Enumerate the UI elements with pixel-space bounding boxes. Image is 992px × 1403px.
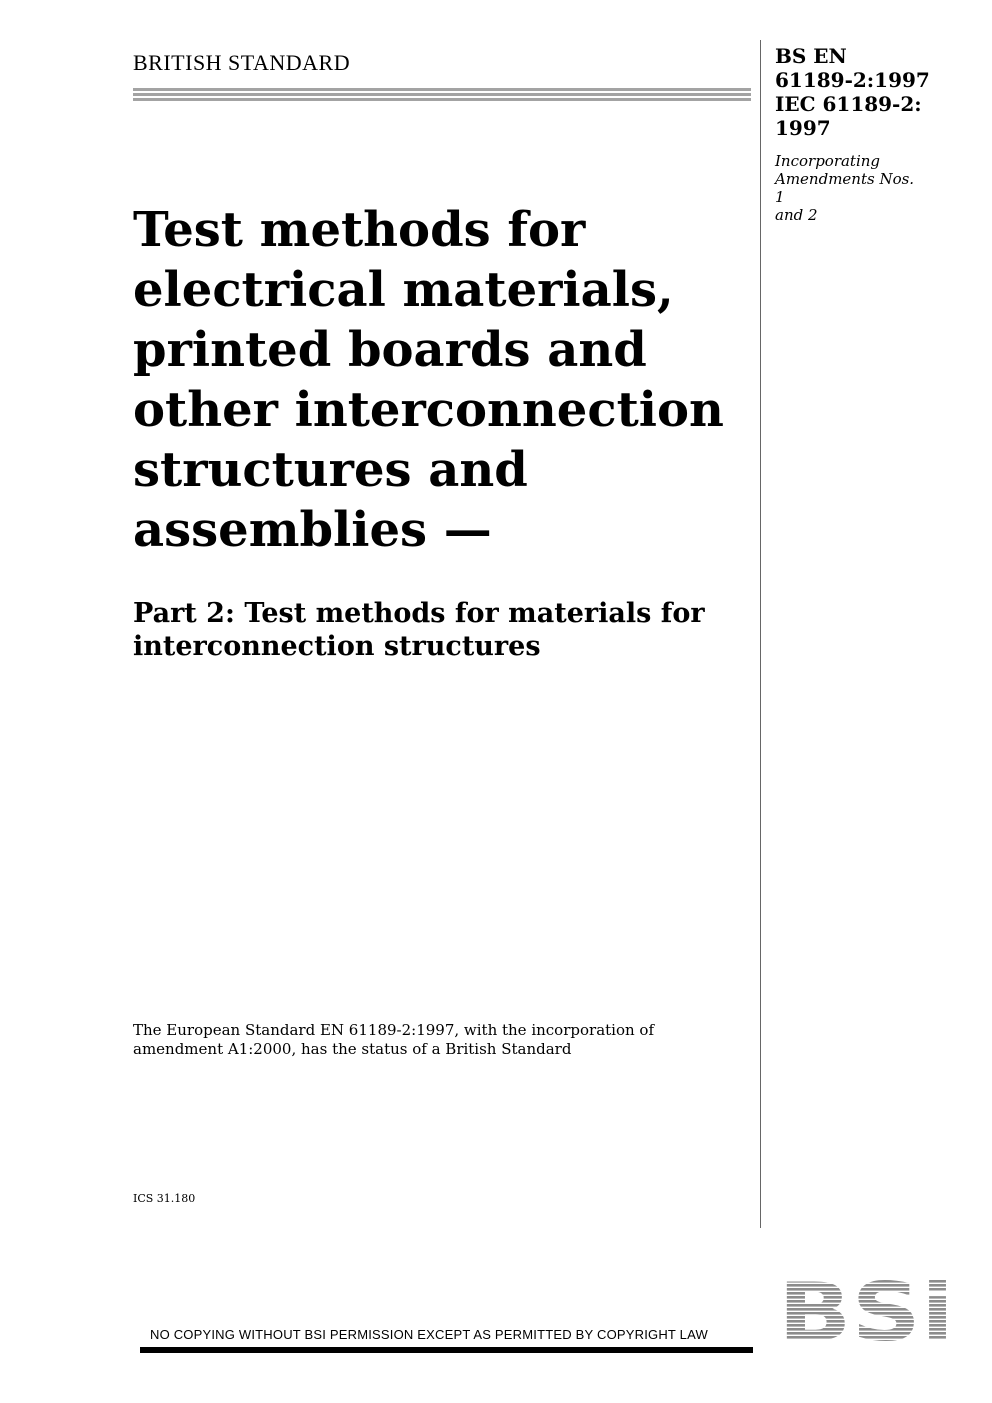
bsi-logo-graphic bbox=[778, 1276, 954, 1344]
standard-number-block bbox=[775, 44, 985, 140]
bsi-logo bbox=[778, 1276, 954, 1344]
header-rule-stripe bbox=[133, 93, 751, 96]
ics-code: ICS 31.180 bbox=[133, 1192, 196, 1205]
header-rule-band bbox=[133, 88, 751, 101]
standard-number-line: IEC 61189-2: bbox=[775, 92, 922, 116]
header-rule-stripe bbox=[133, 98, 751, 101]
standard-number-line: BS EN bbox=[775, 44, 847, 68]
amendments-line: Incorporating bbox=[775, 152, 881, 170]
document-title bbox=[133, 200, 743, 560]
footer-rule bbox=[140, 1347, 753, 1353]
subtitle-line: Part 2: Test methods for materials for bbox=[133, 598, 705, 629]
title-line: structures and bbox=[133, 442, 528, 498]
statement-line: The European Standard EN 61189-2:1997, with the incorporation of bbox=[133, 1021, 655, 1039]
standard-number-line: 61189-2:1997 bbox=[775, 68, 930, 92]
amendments-line: Amendments Nos. 1 bbox=[775, 170, 915, 206]
header-rule-stripe bbox=[133, 88, 751, 91]
bsi-logo-text: BSi bbox=[778, 1276, 954, 1344]
title-line: Test methods for bbox=[133, 202, 586, 258]
title-line: printed boards and bbox=[133, 322, 647, 378]
amendments-line: and 2 bbox=[775, 206, 818, 224]
part-subtitle bbox=[133, 597, 743, 663]
column-divider bbox=[760, 40, 761, 1228]
subtitle-line: interconnection structures bbox=[133, 631, 541, 662]
standard-number-line: 1997 bbox=[775, 116, 831, 140]
title-line: other interconnection bbox=[133, 382, 724, 438]
statement-line: amendment A1:2000, has the status of a British Standard bbox=[133, 1040, 572, 1058]
status-statement bbox=[133, 1021, 743, 1059]
copyright-notice: NO COPYING WITHOUT BSI PERMISSION EXCEPT AS PERMITTED BY COPYRIGHT LAW bbox=[150, 1327, 708, 1342]
title-line: assemblies — bbox=[133, 502, 492, 558]
document-series-label: BRITISH STANDARD bbox=[133, 50, 351, 75]
title-line: electrical materials, bbox=[133, 262, 674, 318]
amendments-note bbox=[775, 152, 915, 224]
